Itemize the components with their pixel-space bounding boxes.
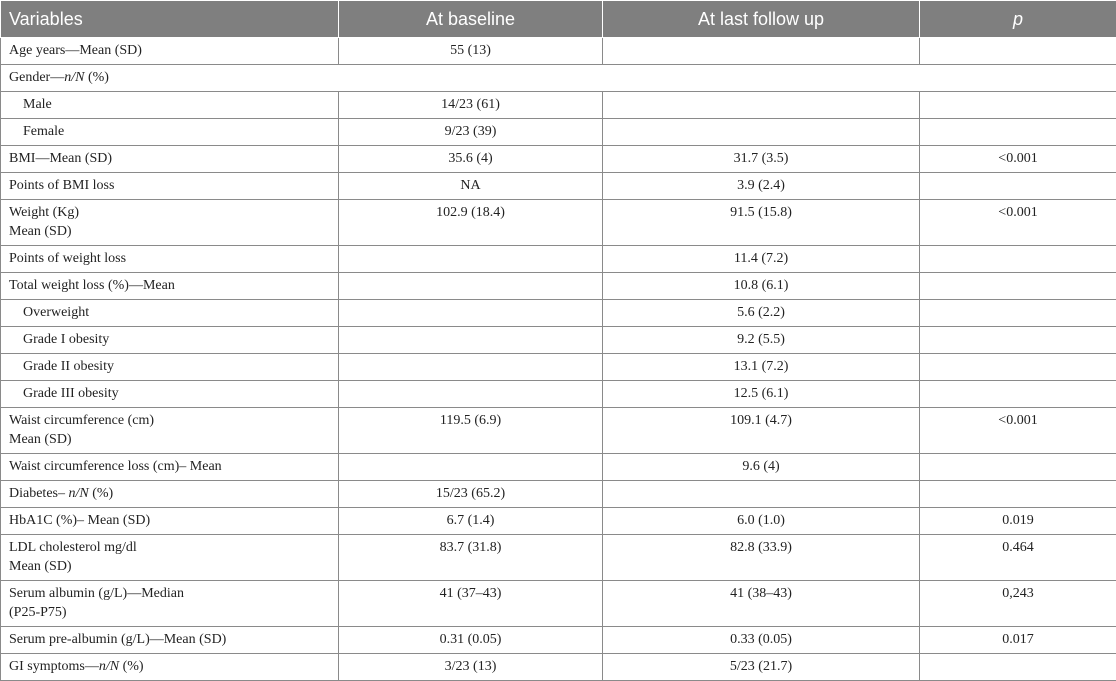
cell-followup: 3.9 (2.4) xyxy=(603,173,920,200)
table-row xyxy=(1,246,1116,273)
row-label xyxy=(1,654,339,681)
table-row xyxy=(1,581,1116,627)
label-italic: n/N xyxy=(99,659,119,674)
row-label xyxy=(1,408,339,454)
row-label xyxy=(1,581,339,627)
cell-baseline xyxy=(339,354,603,381)
cell-baseline: 0.31 (0.05) xyxy=(339,627,603,654)
label-italic: n/N xyxy=(68,486,88,501)
label-line-2: Mean (SD) xyxy=(9,557,330,576)
cell-followup: 31.7 (3.5) xyxy=(603,146,920,173)
cell-p: 0,243 xyxy=(920,581,1116,627)
cell-followup: 5/23 (21.7) xyxy=(603,654,920,681)
cell-followup: 91.5 (15.8) xyxy=(603,200,920,246)
cell-baseline: 6.7 (1.4) xyxy=(339,508,603,535)
header-p: p xyxy=(920,1,1116,38)
cell-baseline xyxy=(339,454,603,481)
row-label xyxy=(1,200,339,246)
cell-followup: 9.2 (5.5) xyxy=(603,327,920,354)
cell-baseline xyxy=(339,381,603,408)
label-text: (%) xyxy=(119,659,144,674)
cell-baseline: NA xyxy=(339,173,603,200)
table-row xyxy=(1,65,1116,92)
cell-followup xyxy=(603,38,920,65)
row-label: Total weight loss (%)—Mean xyxy=(1,273,339,300)
cell-p xyxy=(920,381,1116,408)
cell-followup: 11.4 (7.2) xyxy=(603,246,920,273)
cell-baseline: 35.6 (4) xyxy=(339,146,603,173)
cell-p: 0.464 xyxy=(920,535,1116,581)
cell-p xyxy=(920,354,1116,381)
cell-followup xyxy=(603,92,920,119)
label-line-2: (P25-P75) xyxy=(9,603,330,622)
cell-followup: 109.1 (4.7) xyxy=(603,408,920,454)
table-row xyxy=(1,354,1116,381)
table-row xyxy=(1,408,1116,454)
table-row xyxy=(1,300,1116,327)
cell-followup: 13.1 (7.2) xyxy=(603,354,920,381)
table-row xyxy=(1,38,1116,65)
cell-p xyxy=(920,92,1116,119)
label-line-1: Serum albumin (g/L)—Median xyxy=(9,584,330,603)
cell-followup: 9.6 (4) xyxy=(603,454,920,481)
row-label: Grade I obesity xyxy=(1,327,339,354)
table-row xyxy=(1,92,1116,119)
table-row xyxy=(1,200,1116,246)
label-line-2: Mean (SD) xyxy=(9,222,330,241)
label-italic: n/N xyxy=(64,70,84,85)
table-row xyxy=(1,654,1116,681)
cell-followup xyxy=(603,481,920,508)
table-row xyxy=(1,535,1116,581)
cell-followup: 10.8 (6.1) xyxy=(603,273,920,300)
cell-followup: 12.5 (6.1) xyxy=(603,381,920,408)
row-label: Serum pre-albumin (g/L)—Mean (SD) xyxy=(1,627,339,654)
row-label: Male xyxy=(1,92,339,119)
row-label: Grade II obesity xyxy=(1,354,339,381)
label-text: Gender— xyxy=(9,70,64,85)
cell-baseline: 55 (13) xyxy=(339,38,603,65)
cell-followup: 82.8 (33.9) xyxy=(603,535,920,581)
table-row xyxy=(1,381,1116,408)
table-row xyxy=(1,273,1116,300)
label-text: (%) xyxy=(89,486,114,501)
cell-p xyxy=(920,273,1116,300)
cell-p xyxy=(920,38,1116,65)
cell-followup: 41 (38–43) xyxy=(603,581,920,627)
cell-p xyxy=(920,481,1116,508)
table-row xyxy=(1,481,1116,508)
cell-baseline xyxy=(339,273,603,300)
label-text: (%) xyxy=(84,70,109,85)
row-label: Points of weight loss xyxy=(1,246,339,273)
header-followup: At last follow up xyxy=(603,1,920,38)
cell-p xyxy=(920,119,1116,146)
table-row xyxy=(1,627,1116,654)
cell-p: <0.001 xyxy=(920,200,1116,246)
cell-p xyxy=(920,300,1116,327)
cell-baseline: 102.9 (18.4) xyxy=(339,200,603,246)
cell-p xyxy=(920,654,1116,681)
cell-baseline: 83.7 (31.8) xyxy=(339,535,603,581)
cell-followup: 0.33 (0.05) xyxy=(603,627,920,654)
cell-followup: 6.0 (1.0) xyxy=(603,508,920,535)
table-row xyxy=(1,173,1116,200)
row-label: Waist circumference loss (cm)– Mean xyxy=(1,454,339,481)
cell-baseline xyxy=(339,300,603,327)
table-row xyxy=(1,327,1116,354)
row-label: Overweight xyxy=(1,300,339,327)
cell-p xyxy=(920,246,1116,273)
label-line-1: Weight (Kg) xyxy=(9,203,330,222)
label-line-2: Mean (SD) xyxy=(9,430,330,449)
table-row xyxy=(1,119,1116,146)
row-label: Age years—Mean (SD) xyxy=(1,38,339,65)
header-variables: Variables xyxy=(1,1,339,38)
row-label: BMI—Mean (SD) xyxy=(1,146,339,173)
row-label xyxy=(1,65,1116,92)
cell-p xyxy=(920,327,1116,354)
cell-baseline xyxy=(339,246,603,273)
label-line-1: LDL cholesterol mg/dl xyxy=(9,538,330,557)
cell-baseline xyxy=(339,327,603,354)
table-row xyxy=(1,454,1116,481)
cell-baseline: 9/23 (39) xyxy=(339,119,603,146)
label-text: GI symptoms— xyxy=(9,659,99,674)
table-header xyxy=(1,1,1116,38)
table-row xyxy=(1,146,1116,173)
row-label: Grade III obesity xyxy=(1,381,339,408)
header-baseline: At baseline xyxy=(339,1,603,38)
row-label xyxy=(1,535,339,581)
label-text: Diabetes– xyxy=(9,486,68,501)
row-label: Points of BMI loss xyxy=(1,173,339,200)
cell-p: 0.017 xyxy=(920,627,1116,654)
cell-baseline: 15/23 (65.2) xyxy=(339,481,603,508)
cell-p xyxy=(920,454,1116,481)
cell-p xyxy=(920,173,1116,200)
cell-followup xyxy=(603,119,920,146)
table-row xyxy=(1,508,1116,535)
cell-followup: 5.6 (2.2) xyxy=(603,300,920,327)
row-label: HbA1C (%)– Mean (SD) xyxy=(1,508,339,535)
cell-baseline: 3/23 (13) xyxy=(339,654,603,681)
cell-p: <0.001 xyxy=(920,408,1116,454)
label-line-1: Waist circumference (cm) xyxy=(9,411,330,430)
cell-baseline: 41 (37–43) xyxy=(339,581,603,627)
row-label xyxy=(1,481,339,508)
cell-p: <0.001 xyxy=(920,146,1116,173)
cell-baseline: 14/23 (61) xyxy=(339,92,603,119)
cell-p: 0.019 xyxy=(920,508,1116,535)
row-label: Female xyxy=(1,119,339,146)
cell-baseline: 119.5 (6.9) xyxy=(339,408,603,454)
